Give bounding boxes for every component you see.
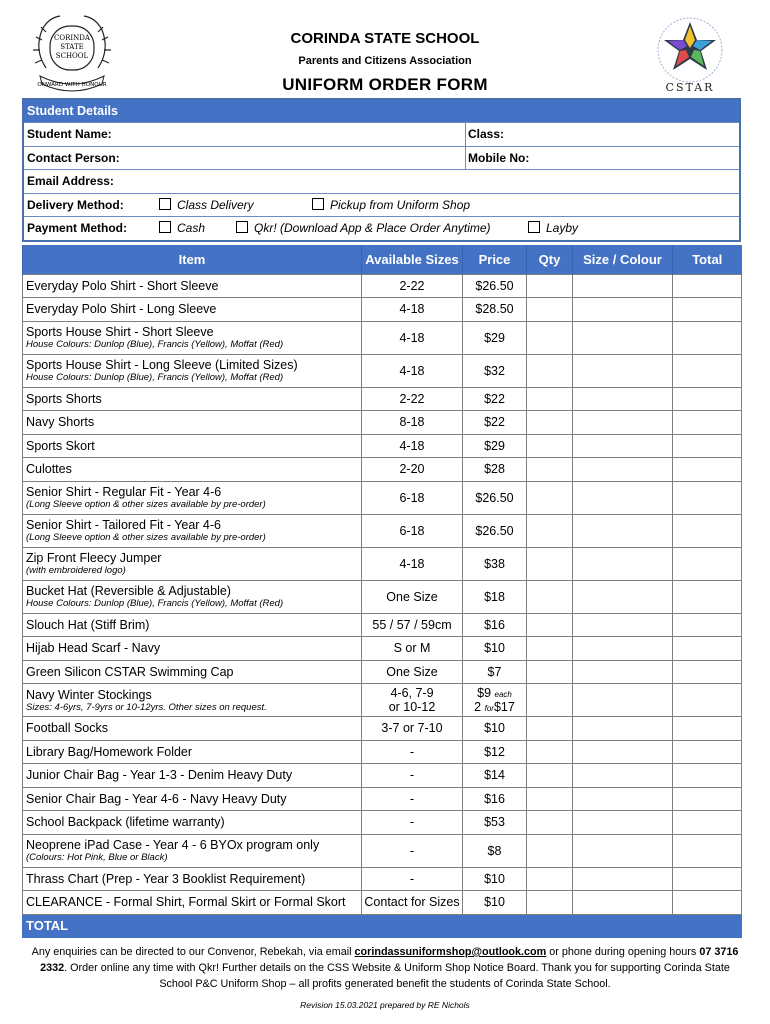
student-details-section	[22, 98, 741, 242]
table-row	[23, 387, 742, 411]
item-name-cell	[23, 834, 362, 867]
checkbox-icon[interactable]	[159, 198, 171, 210]
item-name-cell	[23, 717, 362, 741]
item-name: Everyday Polo Shirt - Short Sleeve	[26, 278, 219, 293]
item-name: Navy Winter Stockings	[26, 687, 152, 702]
line-total-input[interactable]	[673, 684, 742, 717]
line-total-input[interactable]	[673, 637, 742, 661]
size-colour-input[interactable]	[573, 354, 673, 387]
table-row	[23, 811, 742, 835]
size-colour-input[interactable]	[573, 891, 673, 915]
table-row	[23, 684, 742, 717]
crest-line1: CORINDA	[54, 34, 90, 42]
item-sizes: -	[362, 811, 463, 835]
item-name: Green Silicon CSTAR Swimming Cap	[26, 664, 234, 679]
item-name: Senior Chair Bag - Year 4-6 - Navy Heavy Duty	[26, 791, 287, 806]
qty-input[interactable]	[527, 274, 573, 298]
form-title: UNIFORM ORDER FORM	[282, 75, 488, 94]
table-row	[23, 717, 742, 741]
table-row	[23, 613, 742, 637]
item-sizes: -	[362, 787, 463, 811]
item-sizes: 4-6, 7-9 or 10-12	[362, 684, 463, 717]
table-row	[23, 867, 742, 891]
table-row	[23, 514, 742, 547]
email-row[interactable]	[24, 169, 739, 193]
item-price: $22	[463, 387, 527, 411]
qty-input[interactable]	[527, 411, 573, 435]
item-sizes: 3-7 or 7-10	[362, 717, 463, 741]
item-sizes: 6-18	[362, 481, 463, 514]
crest-line2: STATE	[60, 43, 84, 51]
item-price: $10	[463, 867, 527, 891]
table-row	[23, 458, 742, 482]
item-name: Neoprene iPad Case - Year 4 - 6 BYOx program only	[26, 838, 320, 852]
line-total-input[interactable]	[673, 274, 742, 298]
item-price: $10	[463, 717, 527, 741]
item-name-cell	[23, 891, 362, 915]
line-total-input[interactable]	[673, 580, 742, 613]
item-name-cell	[23, 764, 362, 788]
table-header-row	[23, 245, 742, 274]
line-total-input[interactable]	[673, 411, 742, 435]
delivery-method-label: Delivery Method:	[27, 197, 124, 212]
item-name-cell	[23, 481, 362, 514]
col-header-total: Total	[673, 245, 742, 274]
item-price: $8	[463, 834, 527, 867]
table-row	[23, 740, 742, 764]
qty-input[interactable]	[527, 298, 573, 322]
size-colour-input[interactable]	[573, 274, 673, 298]
line-total-input[interactable]	[673, 434, 742, 458]
qty-input[interactable]	[527, 891, 573, 915]
qty-input[interactable]	[527, 787, 573, 811]
qty-input[interactable]	[527, 717, 573, 741]
size-colour-input[interactable]	[573, 434, 673, 458]
item-name-cell	[23, 684, 362, 717]
item-name-cell	[23, 514, 362, 547]
payment-option-qkr[interactable]: Qkr! (Download App & Place Order Anytime)	[236, 217, 491, 240]
item-sizes: -	[362, 740, 463, 764]
qty-input[interactable]	[527, 811, 573, 835]
item-price: $28.50	[463, 298, 527, 322]
item-sizes: 4-18	[362, 298, 463, 322]
checkbox-icon[interactable]	[236, 221, 248, 233]
item-price: $29	[463, 321, 527, 354]
col-header-qty: Qty	[527, 245, 573, 274]
payment-method-label: Payment Method:	[27, 221, 128, 235]
item-sizes: 2-22	[362, 387, 463, 411]
item-name: Sports House Shirt - Long Sleeve (Limited Sizes)	[26, 358, 298, 372]
payment-option-layby[interactable]: Layby	[528, 217, 578, 240]
item-price: $10	[463, 637, 527, 661]
email-link[interactable]: corindassuniformshop@outlook.com	[354, 946, 547, 958]
item-price: $12	[463, 740, 527, 764]
item-name: Sports Shorts	[26, 391, 102, 406]
class-label: Class:	[468, 127, 505, 141]
col-header-size-colour: Size / Colour	[573, 245, 673, 274]
size-colour-input[interactable]	[573, 411, 673, 435]
item-name: Library Bag/Homework Folder	[26, 744, 193, 759]
item-name: Hijab Head Scarf - Navy	[26, 641, 161, 656]
item-price: $26.50	[463, 274, 527, 298]
item-note: (with embroidered logo)	[26, 565, 126, 576]
footer-note: Any enquiries can be directed to our Convenor, Rebekah, via email corindassuniformshop@outlook.com or phone during opening hours 07 3716 2332. Order online any time with Qkr! Further details on the CSS Website & Uniform Shop Notice Board. Thank you for supporting Corinda State School P&C Uniform Shop – all profits generated benefit the students of Corinda State School.	[31, 946, 739, 990]
item-sizes: -	[362, 834, 463, 867]
table-row	[23, 547, 742, 580]
item-sizes: 2-20	[362, 458, 463, 482]
table-row	[23, 660, 742, 684]
line-total-input[interactable]	[673, 891, 742, 915]
cstar-logo-text: CSTAR	[665, 81, 715, 94]
table-row	[23, 834, 742, 867]
item-sizes: 4-18	[362, 547, 463, 580]
item-price: $16	[463, 787, 527, 811]
delivery-option-pickup[interactable]: Pickup from Uniform Shop	[312, 194, 470, 217]
item-price: $10	[463, 891, 527, 915]
item-name-cell	[23, 354, 362, 387]
item-note: (Colours: Hot Pink, Blue or Black)	[26, 852, 168, 863]
item-sizes: 4-18	[362, 321, 463, 354]
item-price: $28	[463, 458, 527, 482]
qty-input[interactable]	[527, 637, 573, 661]
line-total-input[interactable]	[673, 298, 742, 322]
line-total-input[interactable]	[673, 387, 742, 411]
line-total-input[interactable]	[673, 787, 742, 811]
item-sizes: Contact for Sizes	[362, 891, 463, 915]
item-name-cell	[23, 274, 362, 298]
item-name: Navy Shorts	[26, 415, 95, 430]
item-name: Slouch Hat (Stiff Brim)	[26, 617, 150, 632]
mobile-label: Mobile No:	[468, 150, 530, 165]
student-name-label: Student Name:	[27, 127, 112, 141]
size-colour-input[interactable]	[573, 660, 673, 684]
size-colour-input[interactable]	[573, 547, 673, 580]
size-colour-input[interactable]	[573, 387, 673, 411]
item-name: Senior Shirt - Regular Fit - Year 4-6	[26, 485, 222, 499]
line-total-input[interactable]	[673, 458, 742, 482]
table-row	[23, 274, 742, 298]
item-name: Everyday Polo Shirt - Long Sleeve	[26, 302, 217, 317]
size-colour-input[interactable]	[573, 298, 673, 322]
item-name: Football Socks	[26, 721, 108, 736]
line-total-input[interactable]	[673, 354, 742, 387]
item-note: Sizes: 4-6yrs, 7-9yrs or 10-12yrs. Other sizes on request.	[26, 701, 267, 713]
table-row	[23, 434, 742, 458]
crest-line3: SCHOOL	[55, 52, 89, 60]
size-colour-input[interactable]	[573, 321, 673, 354]
phone-number: 07 3716 2332	[40, 946, 739, 974]
qty-input[interactable]	[527, 613, 573, 637]
item-sizes: 55 / 57 / 59cm	[362, 613, 463, 637]
item-name: Junior Chair Bag - Year 1-3 - Denim Heavy Duty	[26, 768, 293, 783]
item-name-cell	[23, 434, 362, 458]
item-name: Culottes	[26, 462, 72, 477]
item-price: $53	[463, 811, 527, 835]
item-note: House Colours: Dunlop (Blue), Francis (Yellow), Moffat (Red)	[26, 372, 284, 383]
qty-input[interactable]	[527, 684, 573, 717]
item-sizes: 8-18	[362, 411, 463, 435]
table-row	[23, 411, 742, 435]
checkbox-icon[interactable]	[159, 221, 171, 233]
size-colour-input[interactable]	[573, 580, 673, 613]
item-price: $14	[463, 764, 527, 788]
item-price: $18	[463, 580, 527, 613]
qty-input[interactable]	[527, 580, 573, 613]
qty-input[interactable]	[527, 458, 573, 482]
qty-input[interactable]	[527, 434, 573, 458]
item-name: Sports Skort	[26, 438, 95, 453]
uniform-items-table	[22, 245, 742, 938]
line-total-input[interactable]	[673, 514, 742, 547]
size-colour-input[interactable]	[573, 514, 673, 547]
item-price: $9 each 2 for$17	[463, 684, 527, 717]
item-name-cell	[23, 547, 362, 580]
qty-input[interactable]	[527, 354, 573, 387]
student-name-row[interactable]	[24, 122, 739, 146]
item-name-cell	[23, 387, 362, 411]
table-row	[23, 580, 742, 613]
line-total-input[interactable]	[673, 834, 742, 867]
item-name-cell	[23, 787, 362, 811]
item-name-cell	[23, 321, 362, 354]
qty-input[interactable]	[527, 514, 573, 547]
item-name: School Backpack (lifetime warranty)	[26, 815, 225, 830]
item-note: House Colours: Dunlop (Blue), Francis (Yellow), Moffat (Red)	[26, 598, 284, 609]
item-name: Bucket Hat (Reversible & Adjustable)	[26, 584, 231, 598]
size-colour-input[interactable]	[573, 740, 673, 764]
item-note: (Long Sleeve option & other sizes available by pre-order)	[26, 499, 266, 510]
item-name-cell	[23, 867, 362, 891]
size-colour-input[interactable]	[573, 834, 673, 867]
col-header-price: Price	[463, 245, 527, 274]
item-name-cell	[23, 613, 362, 637]
item-name-cell	[23, 811, 362, 835]
qty-input[interactable]	[527, 867, 573, 891]
revision-note: Revision 15.03.2021 prepared by RE Nichols	[300, 1000, 470, 1010]
table-row	[23, 764, 742, 788]
qty-input[interactable]	[527, 387, 573, 411]
item-name-cell	[23, 411, 362, 435]
item-price: $22	[463, 411, 527, 435]
qty-input[interactable]	[527, 547, 573, 580]
line-total-input[interactable]	[673, 660, 742, 684]
item-sizes: 2-22	[362, 274, 463, 298]
line-total-input[interactable]	[673, 717, 742, 741]
crest-motto: ONWARD WITH HONOUR	[37, 82, 107, 88]
item-name-cell	[23, 458, 362, 482]
item-sizes: One Size	[362, 660, 463, 684]
size-colour-input[interactable]	[573, 717, 673, 741]
item-note: House Colours: Dunlop (Blue), Francis (Yellow), Moffat (Red)	[26, 339, 284, 350]
col-header-item: Item	[23, 245, 362, 274]
size-colour-input[interactable]	[573, 811, 673, 835]
table-row	[23, 321, 742, 354]
item-price: $38	[463, 547, 527, 580]
table-row	[23, 637, 742, 661]
item-sizes: 6-18	[362, 514, 463, 547]
line-total-input[interactable]	[673, 811, 742, 835]
item-price: $29	[463, 434, 527, 458]
item-name-cell	[23, 637, 362, 661]
checkbox-icon[interactable]	[528, 221, 540, 233]
item-price: $32	[463, 354, 527, 387]
item-price: $26.50	[463, 514, 527, 547]
line-total-input[interactable]	[673, 740, 742, 764]
item-name-cell	[23, 660, 362, 684]
association-name: Parents and Citizens Association	[298, 55, 472, 67]
table-row	[23, 787, 742, 811]
item-name: Zip Front Fleecy Jumper	[26, 551, 162, 565]
item-price: $26.50	[463, 481, 527, 514]
table-row	[23, 354, 742, 387]
total-label: TOTAL	[23, 914, 742, 937]
line-total-input[interactable]	[673, 547, 742, 580]
item-name-cell	[23, 298, 362, 322]
student-details-title: Student Details	[24, 100, 739, 122]
item-price: $7	[463, 660, 527, 684]
qty-input[interactable]	[527, 740, 573, 764]
col-header-sizes: Available Sizes	[362, 245, 463, 274]
qty-input[interactable]	[527, 834, 573, 867]
item-name: Senior Shirt - Tailored Fit - Year 4-6	[26, 518, 222, 532]
item-name: Sports House Shirt - Short Sleeve	[26, 325, 214, 339]
item-name: Thrass Chart (Prep - Year 3 Booklist Requirement)	[26, 871, 306, 886]
line-total-input[interactable]	[673, 481, 742, 514]
size-colour-input[interactable]	[573, 481, 673, 514]
school-name: CORINDA STATE SCHOOL	[290, 30, 480, 47]
table-row	[23, 298, 742, 322]
delivery-option-class[interactable]: Class Delivery	[159, 194, 254, 217]
item-sizes: One Size	[362, 580, 463, 613]
size-colour-input[interactable]	[573, 458, 673, 482]
item-name-cell	[23, 580, 362, 613]
size-colour-input[interactable]	[573, 787, 673, 811]
form-header	[0, 0, 770, 98]
delivery-method-row	[24, 193, 739, 217]
item-note: (Long Sleeve option & other sizes available by pre-order)	[26, 532, 266, 543]
item-sizes: 4-18	[362, 354, 463, 387]
item-price: $16	[463, 613, 527, 637]
email-label: Email Address:	[27, 174, 114, 188]
item-sizes: -	[362, 867, 463, 891]
contact-person-label: Contact Person:	[27, 150, 120, 165]
line-total-input[interactable]	[673, 613, 742, 637]
payment-method-row	[24, 216, 739, 240]
item-name: CLEARANCE - Formal Shirt, Formal Skirt or Formal Skort	[26, 895, 346, 910]
qty-input[interactable]	[527, 660, 573, 684]
size-colour-input[interactable]	[573, 637, 673, 661]
qty-input[interactable]	[527, 321, 573, 354]
item-sizes: 4-18	[362, 434, 463, 458]
item-sizes: S or M	[362, 637, 463, 661]
line-total-input[interactable]	[673, 867, 742, 891]
line-total-input[interactable]	[673, 764, 742, 788]
qty-input[interactable]	[527, 764, 573, 788]
qty-input[interactable]	[527, 481, 573, 514]
total-row	[23, 914, 742, 937]
item-name-cell	[23, 740, 362, 764]
item-sizes: -	[362, 764, 463, 788]
size-colour-input[interactable]	[573, 764, 673, 788]
size-colour-input[interactable]	[573, 613, 673, 637]
contact-person-row[interactable]	[24, 146, 739, 170]
payment-option-cash[interactable]: Cash	[159, 217, 205, 240]
line-total-input[interactable]	[673, 321, 742, 354]
size-colour-input[interactable]	[573, 867, 673, 891]
size-colour-input[interactable]	[573, 684, 673, 717]
checkbox-icon[interactable]	[312, 198, 324, 210]
table-row	[23, 481, 742, 514]
cstar-logo	[640, 14, 740, 94]
table-row	[23, 891, 742, 915]
